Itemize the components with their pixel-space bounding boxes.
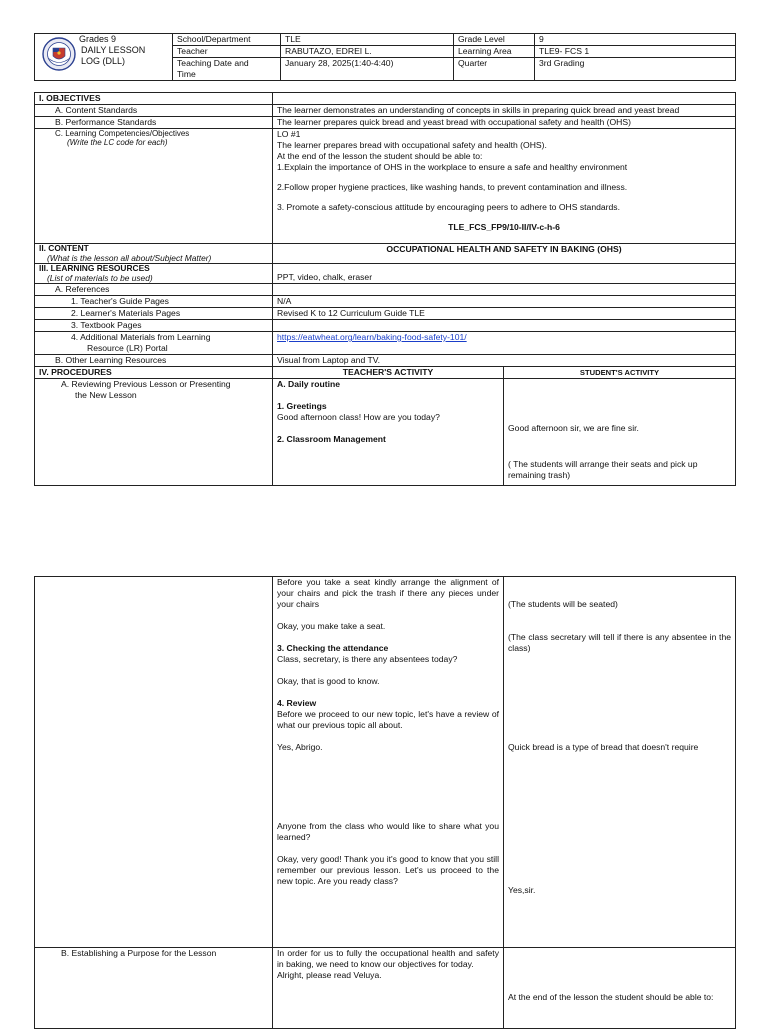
school-value: TLE: [281, 34, 454, 46]
content-heading: II. CONTENT: [39, 243, 89, 253]
additional-materials-cell: [273, 332, 736, 355]
learners-materials-label: 2. Learner's Materials Pages: [35, 308, 273, 320]
content-note: (What is the lesson all about/Subject Matter): [47, 252, 212, 263]
very-good-text: Okay, very good! Thank you it's good to know that you still remember our previous lesson. Let's us proceed to the new topic. Are you ready class?: [277, 854, 499, 886]
objectives-heading: I. OBJECTIVES: [35, 93, 273, 105]
lesson-table-page1: [34, 92, 736, 486]
school-label: School/Department: [173, 34, 281, 46]
yes-sir-text: Yes,sir.: [508, 885, 536, 895]
grade-level-value: 9: [535, 34, 736, 46]
objective-3: 3. Promote a safety-conscious attitude by encouraging peers to adhere to OHS standards.: [277, 202, 620, 212]
quick-bread-text: Quick bread is a type of bread that doesn't require: [508, 742, 699, 752]
competencies-text: [273, 129, 736, 244]
teacher-label: Teacher: [173, 46, 281, 58]
school-logo-cell: [35, 34, 173, 81]
grade-level-label: Grade Level: [454, 34, 535, 46]
dll-title-line1: DAILY LESSON: [81, 45, 146, 55]
learning-area-label: Learning Area: [454, 46, 535, 58]
classroom-management-heading: 2. Classroom Management: [277, 434, 386, 444]
references-label: A. References: [35, 284, 273, 296]
teaching-date-value: January 28, 2025(1:40-4:40): [281, 58, 454, 81]
secretary-text: (The class secretary will tell if there is any absentee in the class): [508, 632, 731, 653]
arrange-chairs-text: Before you take a seat kindly arrange the alignment of your chairs and pick the trash if there any pieces under your chairs: [277, 577, 499, 609]
content-standards-label: A. Content Standards: [35, 105, 273, 117]
students-seated-text: (The students will be seated): [508, 599, 618, 609]
resources-note: (List of materials to be used): [47, 272, 153, 283]
content-standards-text: The learner demonstrates an understanding of concepts in skills in preparing quick bread and yeast bread: [273, 105, 736, 117]
teacher-activity-b: [273, 948, 504, 1029]
good-to-know-text: Okay, that is good to know.: [277, 676, 380, 686]
student-activity-page2: [504, 577, 736, 948]
greetings-teacher: Good afternoon class! How are you today?: [277, 412, 440, 422]
attendance-text: Class, secretary, is there any absentees today?: [277, 654, 458, 664]
deped-seal-icon: [42, 37, 76, 71]
learners-materials-value: Revised K to 12 Curriculum Guide TLE: [273, 308, 736, 320]
student-activity-a: [504, 379, 736, 486]
learning-area-value: TLE9- FCS 1: [535, 46, 736, 58]
grades-label: Grades 9: [79, 34, 117, 44]
teaching-date-label: Teaching Date and Time: [173, 58, 281, 81]
review-text: Before we proceed to our new topic, let's have a review of what our previous topic all about.: [277, 709, 499, 730]
attendance-heading: 3. Checking the attendance: [277, 643, 389, 653]
greetings-student: Good afternoon sir, we are fine sir.: [508, 423, 639, 433]
teacher-activity-page2: [273, 577, 504, 948]
daily-routine-heading: A. Daily routine: [277, 379, 341, 389]
objective-2: 2.Follow proper hygiene practices, like washing hands, to prevent contamination and illness.: [277, 182, 628, 192]
teacher-activity-a: [273, 379, 504, 486]
lo-text: The learner prepares bread with occupational safety and health (OHS).: [277, 140, 547, 150]
quarter-label: Quarter: [454, 58, 535, 81]
materials-value: PPT, video, chalk, eraser: [273, 264, 736, 284]
header-table: [34, 33, 736, 81]
student-activity-header: STUDENT'S ACTIVITY: [504, 367, 736, 379]
objective-1: 1.Explain the importance of OHS in the workplace to ensure a safe and healthy environment: [277, 162, 628, 172]
content-value: OCCUPATIONAL HEALTH AND SAFETY IN BAKING (OHS): [273, 244, 736, 264]
additional-materials-label: 4. Additional Materials from Learning Resource (LR) Portal: [35, 332, 273, 355]
anyone-share-text: Anyone from the class who would like to share what you learned?: [277, 821, 499, 842]
lr-portal-link[interactable]: https://eatwheat.org/learn/baking-food-safety-101/: [277, 332, 467, 342]
dll-title-line2: LOG (DLL): [81, 56, 126, 66]
yes-abrigo-text: Yes, Abrigo.: [277, 742, 323, 752]
procedures-heading: IV. PROCEDURES: [35, 367, 273, 379]
lesson-table-page2: [34, 576, 736, 1029]
textbook-label: 3. Textbook Pages: [35, 320, 273, 332]
reviewing-lesson-label: A. Reviewing Previous Lesson or Presenting the New Lesson: [35, 379, 273, 486]
student-activity-b: [504, 948, 736, 1029]
performance-standards-text: The learner prepares quick bread and yeast bread with occupational safety and health (OHS): [273, 117, 736, 129]
establishing-purpose-label: B. Establishing a Purpose for the Lesson: [35, 948, 273, 1029]
purpose-text: In order for us to fully the occupational health and safety in baking, we need to know our objectives for today.: [277, 948, 499, 969]
teachers-guide-value: N/A: [273, 296, 736, 308]
lo-label: LO #1: [277, 129, 301, 139]
lo-intro: At the end of the lesson the student should be able to:: [277, 151, 483, 161]
other-resources-value: Visual from Laptop and TV.: [273, 355, 736, 367]
take-seat-text: Okay, you make take a seat.: [277, 621, 386, 631]
end-of-lesson-text: At the end of the lesson the student should be able to:: [508, 992, 714, 1002]
quarter-value: 3rd Grading: [535, 58, 736, 81]
lc-code: TLE_FCS_FP9/10-II/IV-c-h-6: [448, 222, 560, 232]
performance-standards-label: B. Performance Standards: [35, 117, 273, 129]
review-heading: 4. Review: [277, 698, 317, 708]
content-heading-cell: [35, 244, 273, 264]
other-resources-label: B. Other Learning Resources: [35, 355, 273, 367]
teacher-activity-header: TEACHER'S ACTIVITY: [273, 367, 504, 379]
greetings-heading: 1. Greetings: [277, 401, 327, 411]
read-veluya-text: Alright, please read Veluya.: [277, 970, 382, 980]
management-student: ( The students will arrange their seats and pick up remaining trash): [508, 459, 698, 480]
competencies-label: C. Learning Competencies/Objectives (Write the LC code for each): [35, 129, 273, 244]
teacher-value: RABUTAZO, EDREI L.: [281, 46, 454, 58]
resources-heading: III. LEARNING RESOURCES: [39, 263, 150, 273]
teachers-guide-label: 1. Teacher's Guide Pages: [35, 296, 273, 308]
resources-heading-cell: [35, 264, 273, 284]
